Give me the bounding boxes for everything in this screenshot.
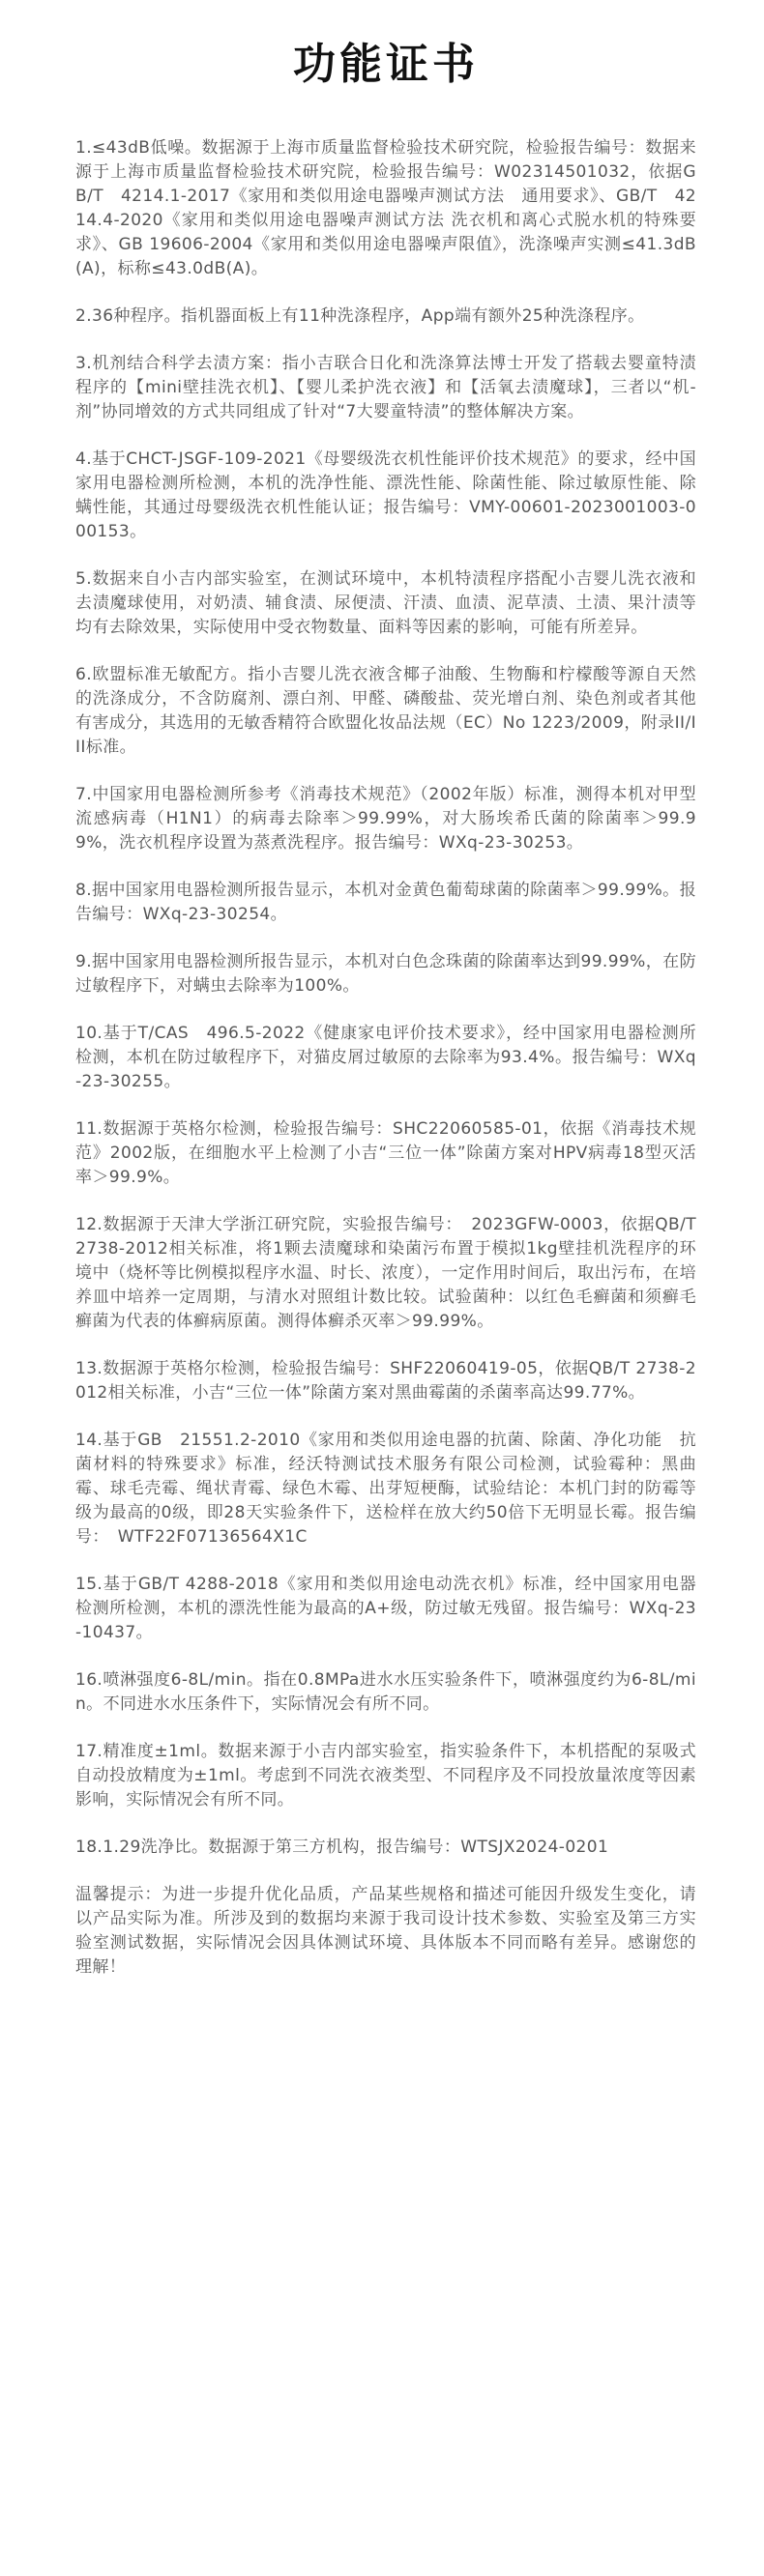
disclaimer-notice: 温馨提示：为进一步提升优化品质，产品某些规格和描述可能因升级发生变化，请以产品实际为准。所涉及到的数据均来源于我司设计技术参数、实验室及第三方实验室测试数据，实际情况会因具体测试环境、具体版本不同而略有差异。感谢您的理解！ bbox=[75, 1885, 696, 1977]
certificate-item-10: 10.基于T/CAS 496.5-2022《健康家电评价技术要求》，经中国家用电器检测所检测，本机在防过敏程序下，对猫皮屑过敏原的去除率为93.4%。报告编号：WXq-23-30255。 bbox=[75, 1024, 696, 1091]
certificate-item-12: 12.数据源于天津大学浙江研究院，实验报告编号： 2023GFW-0003，依据QB/T 2738-2012相关标准，将1颗去渍魔球和染菌污布置于模拟1kg壁挂机洗程序的环境中（烧杯等比例模拟程序水温、时长、浓度），一定作用时间后，取出污布，在培养皿中培养一定周期，与清水对照组计数比较。试验菌种：以红色毛癣菌和须癣毛癣菌为代表的体癣病原菌。测得体癣杀灭率＞99.99%。 bbox=[75, 1215, 714, 1331]
certificate-item-9: 9.据中国家用电器检测所报告显示，本机对白色念珠菌的除菌率达到99.99%，在防过敏程序下，对螨虫去除率为100%。 bbox=[75, 952, 696, 996]
certificate-item-8: 8.据中国家用电器检测所报告显示，本机对金黄色葡萄球菌的除菌率＞99.99%。报告编号：WXq-23-30254。 bbox=[75, 881, 696, 924]
certificate-item-7: 7.中国家用电器检测所参考《消毒技术规范》（2002年版）标准，测得本机对甲型流感病毒（H1N1）的病毒去除率＞99.99%，对大肠埃希氏菌的除菌率＞99.99%，洗衣机程序设置为蒸煮洗程序。报告编号：WXq-23-30253。 bbox=[75, 785, 696, 853]
certificate-item-5: 5.数据来自小吉内部实验室，在测试环境中，本机特渍程序搭配小吉婴儿洗衣液和去渍魔球使用，对奶渍、辅食渍、尿便渍、汗渍、血渍、泥草渍、土渍、果汁渍等均有去除效果，实际使用中受衣物数量、面料等因素的影响，可能有所差异。 bbox=[75, 569, 696, 637]
certificate-item-2: 2.36种程序。指机器面板上有11种洗涤程序，App端有额外25种洗涤程序。 bbox=[75, 306, 645, 326]
certificate-item-11: 11.数据源于英格尔检测，检验报告编号：SHC22060585-01，依据《消毒技术规范》2002版，在细胞水平上检测了小吉“三位一体”除菌方案对HPV病毒18型灭活率＞99.9%。 bbox=[75, 1119, 696, 1187]
certificate-item-1: 1.≤43dB低噪。数据源于上海市质量监督检验技术研究院，检验报告编号：数据来源于上海市质量监督检验技术研究院，检验报告编号：W02314501032，依据GB/T 4214.1-2017《家用和类似用途电器噪声测试方法 通用要求》、GB/T 4214.4-2020《家用和类似用途电器噪声测试方法 洗衣机和离心式脱水机的特殊要求》、GB 19606-2004《家用和类似用途电器噪声限值》，洗涤噪声实测≤41.3dB(A)，标称≤43.0dB(A)。 bbox=[75, 138, 696, 278]
certificate-item-18: 18.1.29洗净比。数据源于第三方机构，报告编号：WTSJX2024-0201 bbox=[75, 1838, 609, 1857]
certificate-item-17: 17.精准度±1ml。数据来源于小吉内部实验室，指实验条件下，本机搭配的泵吸式自动投放精度为±1ml。考虑到不同洗衣液类型、不同程序及不同投放量浓度等因素影响，实际情况会有所不同。 bbox=[75, 1742, 696, 1809]
certificate-item-6: 6.欧盟标准无敏配方。指小吉婴儿洗衣液含椰子油酸、生物酶和柠檬酸等源自天然的洗涤成分，不含防腐剂、漂白剂、甲醛、磷酸盐、荧光增白剂、染色剂或者其他有害成分，其选用的无敏香精符合欧盟化妆品法规（EC）No 1223/2009，附录II/III标准。 bbox=[75, 665, 696, 757]
certificate-item-4: 4.基于CHCT-JSGF-109-2021《母婴级洗衣机性能评价技术规范》的要求，经中国家用电器检测所检测，本机的洗净性能、漂洗性能、除菌性能、除过敏原性能、除螨性能，其通过母婴级洗衣机性能认证；报告编号：VMY-00601-2023001003-000153。 bbox=[75, 449, 696, 541]
certificate-item-14: 14.基于GB 21551.2-2010《家用和类似用途电器的抗菌、除菌、净化功能 抗菌材料的特殊要求》标准，经沃特测试技术服务有限公司检测，试验霉种：黑曲霉、球毛壳霉、绳状青霉、绿色木霉、出芽短梗酶，试验结论：本机门封的防霉等级为最高的0级，即28天实验条件下，送检样在放大约50倍下无明显长霉。报告编号： WTF22F07136564X1C bbox=[75, 1431, 696, 1547]
certificate-item-15: 15.基于GB/T 4288-2018《家用和类似用途电动洗衣机》标准，经中国家用电器检测所检测，本机的漂洗性能为最高的A+级，防过敏无残留。报告编号：WXq-23-10437。 bbox=[75, 1575, 696, 1642]
certificate-item-3: 3.机剂结合科学去渍方案：指小吉联合日化和洗涤算法博士开发了搭载去婴童特渍程序的【mini壁挂洗衣机】、【婴儿柔护洗衣液】和【活氧去渍魔球】，三者以“机-剂”协同增效的方式共同组成了针对“7大婴童特渍”的整体解决方案。 bbox=[75, 354, 696, 421]
page-title: 功能证书 bbox=[293, 40, 479, 89]
certificate-item-16: 16.喷淋强度6-8L/min。指在0.8MPa进水水压实验条件下，喷淋强度约为6-8L/min。不同进水水压条件下，实际情况会有所不同。 bbox=[75, 1670, 696, 1714]
certificate-item-13: 13.数据源于英格尔检测，检验报告编号：SHF22060419-05，依据QB/T 2738-2012相关标准，小吉“三位一体”除菌方案对黑曲霉菌的杀菌率高达99.77%。 bbox=[75, 1359, 696, 1403]
certificate-list bbox=[75, 136, 714, 1860]
